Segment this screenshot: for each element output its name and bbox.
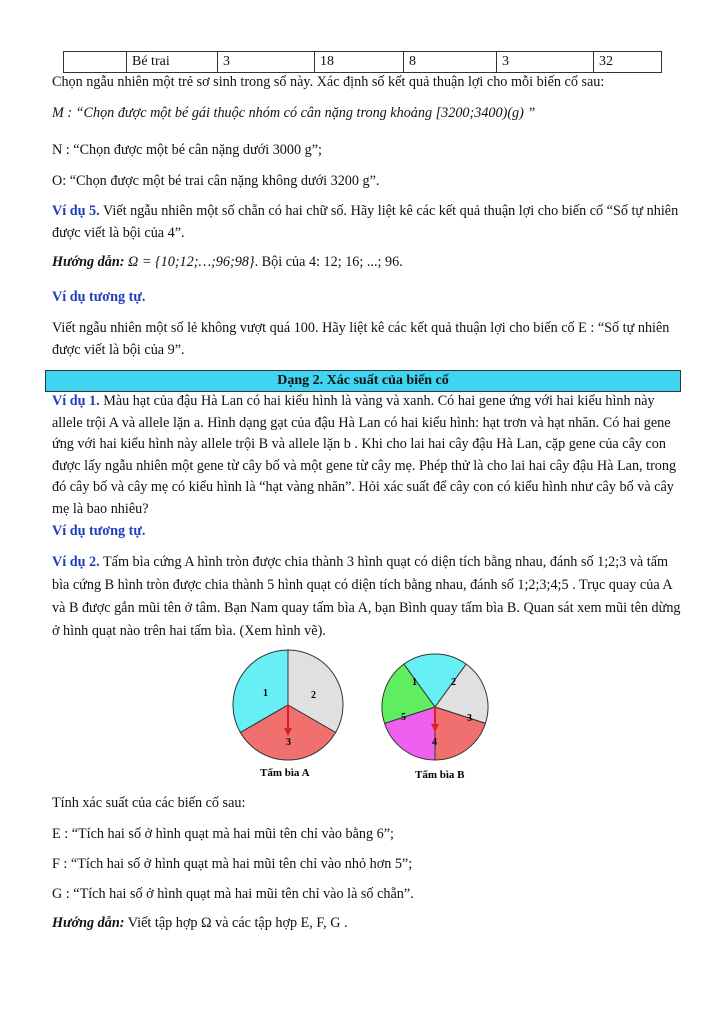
- sector-b-label: 3: [467, 713, 472, 724]
- example-1-text: Màu hạt của đậu Hà Lan có hai kiểu hình là vàng và xanh. Có hai gene ứng với hai kiểu hình này allele trội A và allele lặn a. Hình dạng gạt của đậu Hà Lan có hai kiểu hình: hạt trơn và hạt nhăn. Có hai gene ứng với hai kiểu hình này allele trội B và allele lặn b . Khi cho lai hai cây đậu Hà Lan, cặp gene của cây con được lấy ngẫu nhiên một gene từ cây bố và một gene từ cây mẹ. Phép thử là cho lai hai cây đậu Hà Lan, trong đó cây bố và cây mẹ có kiểu hình là “hạt vàng nhăn”. Hỏi xác suất để cây con có kiểu hình như cây bố và cây mẹ là bao nhiêu?: [52, 393, 677, 517]
- event-O: O: “Chọn được một bé trai cân nặng không dưới 3200 g”.: [52, 173, 380, 189]
- event-G: G : “Tích hai số ở hình quạt mà hai mũi tên chỉ vào là số chẵn”.: [52, 886, 414, 902]
- table-cell: 3: [218, 52, 315, 73]
- sector-b-label: 4: [432, 737, 437, 748]
- spinner-b: [382, 654, 488, 781]
- birth-weight-table: [63, 51, 662, 73]
- example-5: [52, 201, 682, 244]
- example-2-text: Tấm bìa cứng A hình tròn được chia thành 3 hình quạt có diện tích bằng nhau, đánh số 1;2;3 và tấm bìa cứng B hình tròn được chia thành 5 hình quạt có diện tích bằng nhau, đánh số 1;2;3;4;5 . Trục quay của A và B được gắn mũi tên ở tâm. Bạn Nam quay tấm bìa A, bạn Bình quay tấm bìa B. Quan sát xem mũi tên dừng ở hình quạt nào trên hai tấm bìa. (Xem hình vẽ).: [52, 554, 681, 639]
- sector-b-label: 1: [412, 677, 417, 688]
- guide-label: Hướng dẫn:: [52, 915, 125, 931]
- example-5-text: Viết ngẫu nhiên một số chẵn có hai chữ số. Hãy liệt kê các kết quả thuận lợi cho biến cố “Số tự nhiên được viết là bội của 4”.: [52, 203, 679, 241]
- example-1-label: Ví dụ 1.: [52, 393, 100, 409]
- event-M: M : “Chọn được một bé gái thuộc nhóm có cân nặng trong khoảng [3200;3400)(g) ”: [52, 105, 536, 121]
- spinner-figure: [225, 648, 505, 783]
- caption-a: Tấm bìa A: [260, 767, 310, 779]
- table-cell: Bé trai: [127, 52, 218, 73]
- sector-b-label: 2: [451, 677, 456, 688]
- table-cell: [64, 52, 127, 73]
- table-cell: 18: [315, 52, 404, 73]
- sector-a-label: 2: [311, 690, 316, 701]
- guide-5-math: Ω = {10;12;…;96;98}: [124, 254, 255, 270]
- event-F: F : “Tích hai số ở hình quạt mà hai mũi tên chỉ vào nhỏ hơn 5”;: [52, 856, 413, 872]
- guide-5-text: . Bội của 4: 12; 16; ...; 96.: [254, 254, 403, 270]
- similar-example-heading-2: Ví dụ tương tự.: [52, 523, 146, 539]
- event-N: N : “Chọn được một bé cân nặng dưới 3000 g”;: [52, 142, 322, 158]
- event-E: E : “Tích hai số ở hình quạt mà hai mũi tên chỉ vào bằng 6”;: [52, 826, 395, 842]
- guide-5: [52, 254, 403, 271]
- sector-a-label: 3: [286, 737, 291, 748]
- task-text: Tính xác suất của các biến cố sau:: [52, 795, 246, 811]
- sector-b-label: 5: [401, 712, 406, 723]
- table-cell: 3: [497, 52, 594, 73]
- caption-b: Tấm bìa B: [415, 769, 465, 781]
- table-row: [64, 52, 662, 73]
- spinner-a: [233, 650, 343, 779]
- example-2-label: Ví dụ 2.: [52, 554, 100, 570]
- instruction-text: Chọn ngẫu nhiên một trẻ sơ sinh trong số này. Xác định số kết quả thuận lợi cho mỗi biến cố sau:: [52, 74, 605, 90]
- guide-label: Hướng dẫn:: [52, 254, 125, 270]
- similar-example-text: Viết ngẫu nhiên một số lẻ không vượt quá 100. Hãy liệt kê các kết quả thuận lợi cho biến cố E : “Số tự nhiên được viết là bội của 9”.: [52, 320, 670, 358]
- example-2: [52, 551, 682, 643]
- table-cell: 8: [404, 52, 497, 73]
- example-5-label: Ví dụ 5.: [52, 203, 100, 219]
- similar-example-heading: Ví dụ tương tự.: [52, 289, 146, 305]
- sector-a-label: 1: [263, 688, 268, 699]
- section-heading: Dạng 2. Xác suất của biến cố: [45, 370, 681, 392]
- table-cell: 32: [594, 52, 662, 73]
- guide-2: [52, 915, 348, 932]
- example-1: [52, 391, 682, 520]
- guide-2-text: Viết tập hợp Ω và các tập hợp E, F, G .: [124, 915, 348, 931]
